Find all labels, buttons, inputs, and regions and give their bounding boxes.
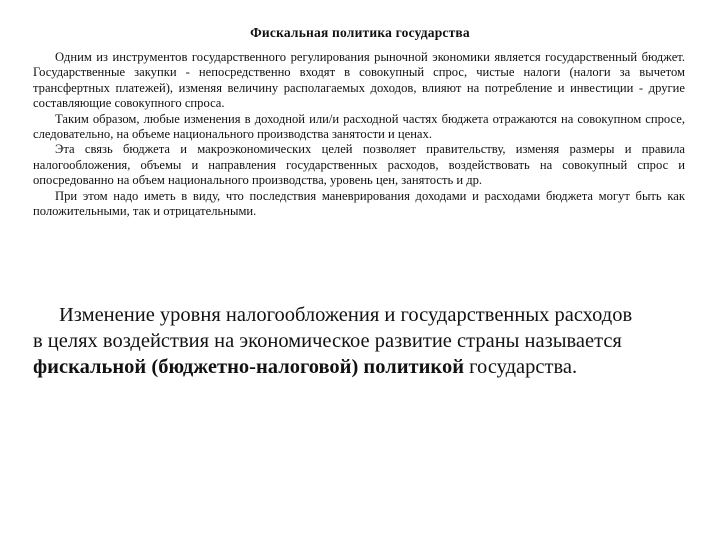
paragraph-2: Таким образом, любые изменения в доходной или/и расходной частях бюджета отражаются на совокупном спросе, следовательно, на объеме национального производства занятости и ценах. — [33, 111, 685, 142]
paragraph-4: При этом надо иметь в виду, что последствия маневрирования доходами и расходами бюджета могут быть как положительными, так и отрицательными. — [33, 188, 685, 219]
paragraph-1: Одним из инструментов государственного регулирования рыночной экономики является государственный бюджет. Государственные закупки - непосредственно входят в совокупный спрос, чистые налоги (налоги за вычетом трансфертных платежей), изменяя величину располагаемых доходов, влияют на потребление и инвестиции - другие составляющие совокупного спроса. — [33, 50, 685, 111]
definition-text-end: государства. — [464, 356, 578, 378]
definition-term: фискальной (бюджетно-налоговой) политикой — [33, 356, 465, 378]
document-body — [33, 50, 685, 219]
definition-paragraph — [33, 302, 643, 380]
document-title: Фискальная политика государства — [250, 25, 470, 40]
definition-text-start: Изменение уровня налогообложения и государственных расходов в целях воздействия на экономическое развитие страны называется — [33, 304, 633, 352]
paragraph-3: Эта связь бюджета и макроэкономических целей позволяет правительству, изменяя размеры и правила налогообложения, объемы и направления государственных расходов, воздействовать на совокупный спрос и опосредованно на объем национального производства, уровень цен, занятость и др. — [33, 142, 685, 188]
